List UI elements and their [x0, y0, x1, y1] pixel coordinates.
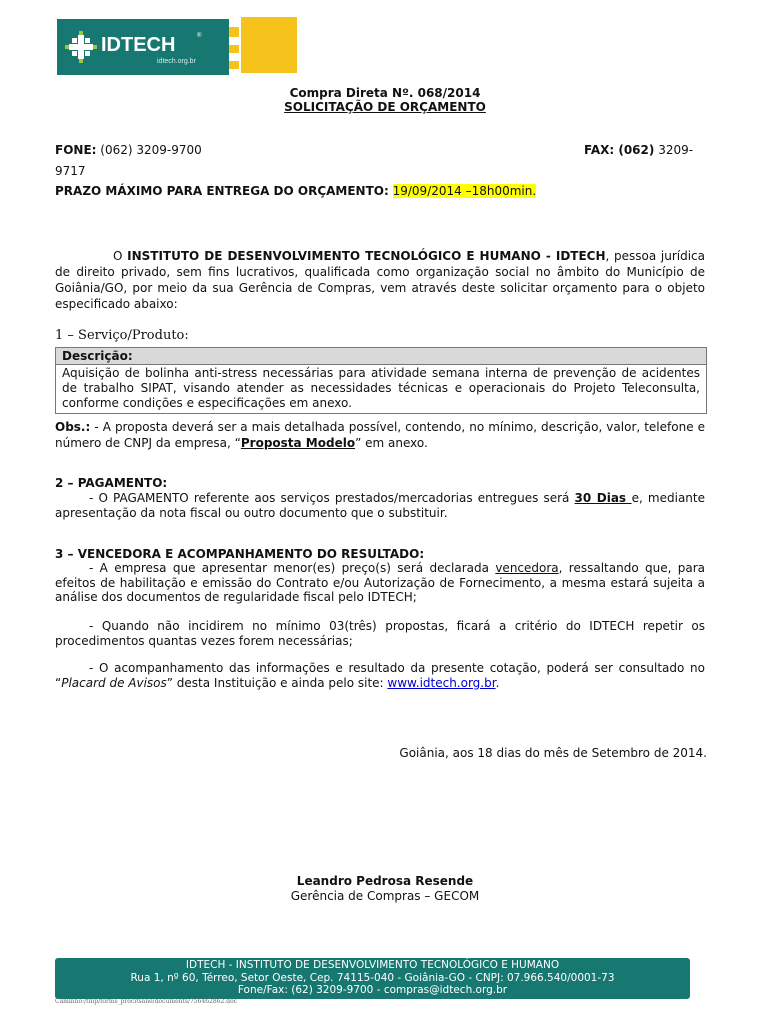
footer-line-1: IDTECH - INSTITUTO DE DESENVOLVIMENTO TECNOLÓGICO E HUMANO	[185, 959, 560, 971]
deadline-value: 19/09/2014 –18h00min.	[392, 184, 537, 198]
phone-value: (062) 3209-9700	[100, 143, 202, 157]
winner-paragraph-1	[55, 561, 705, 605]
fax-value: 3209-	[658, 143, 694, 157]
intro-pre: O	[113, 249, 128, 263]
footer-line-2: Rua 1, nº 60, Térreo, Setor Oeste, Cep. 74115-040 - Goiânia-GO - CNPJ: 07.966.540/0001-73	[130, 971, 615, 984]
description-label: Descrição:	[56, 348, 706, 365]
footer-line-3: Fone/Fax: (62) 3209-9700 - compras@idtech.org.br	[237, 984, 508, 996]
payment-text-b: e, mediante apresentação da nota fiscal ou outro documento que o substituir.	[55, 491, 705, 520]
obs-paragraph	[55, 419, 705, 451]
document-title: Compra Direta Nº. 068/2014	[289, 86, 481, 100]
payment-text	[55, 491, 705, 520]
fax-value-continued: 9717	[55, 164, 86, 178]
intro-paragraph	[55, 248, 705, 312]
winner-p1-a: - A empresa que apresentar menor(es) preço(s) será declarada	[89, 561, 496, 575]
svg-text:idtech.org.br: idtech.org.br	[157, 58, 196, 65]
item-heading: 1 – Serviço/Produto:	[55, 328, 189, 343]
obs-text: - A proposta deverá ser a mais detalhada possível, contendo, no mínimo, descrição, valor, telefone e número de CNPJ da empresa, “	[55, 420, 705, 450]
phone-label: FONE:	[55, 143, 97, 157]
idtech-logo	[57, 17, 297, 77]
svg-text:®: ®	[197, 33, 202, 39]
intro-text: , pessoa jurídica de direito privado, sem fins lucrativos, qualificada como organização social no âmbito do Município de Goiânia/GO, por meio da sua Gerência de Compras, vem através deste solicitar orçamento para o objeto especificado abaixo:	[55, 249, 705, 311]
placard-text: Placard de Avisos	[61, 675, 167, 690]
fax-label: FAX: (062)	[584, 143, 655, 157]
winner-p3-a: - O acompanhamento das informações e resultado da presente cotação, poderá ser consultado no “	[55, 661, 705, 690]
winner-paragraph-2: - Quando não incidirem no mínimo 03(três) propostas, ficará a critério do IDTECH repetir os procedimentos quantas vezes forem necessárias;	[55, 619, 705, 648]
phone-line	[55, 143, 202, 157]
winner-word: vencedora	[495, 561, 559, 575]
payment-days: 30 Dias	[574, 491, 632, 505]
description-text: Aquisição de bolinha anti-stress necessárias para atividade semana interna de prevenção de acidentes de trabalho SIPAT, visando atender as necessidades técnicas e operacionais do Projeto Teleconsulta, conforme condições e especificações em anexo.	[62, 366, 700, 410]
winner-paragraph-3	[55, 661, 705, 690]
winner-heading: 3 – VENCEDORA E ACOMPANHAMENTO DO RESULTADO:	[55, 547, 425, 561]
deadline-label: PRAZO MÁXIMO PARA ENTREGA DO ORÇAMENTO:	[55, 184, 389, 198]
obs-label: Obs.:	[55, 420, 91, 434]
winner-p3-c: .	[495, 675, 500, 690]
footer-banner	[55, 958, 690, 999]
proposal-model-link[interactable]: Proposta Modelo	[240, 436, 356, 450]
obs-text-end: ” em anexo.	[355, 436, 428, 450]
file-path: Caminho:/tmp/forms_procitsane/documents/756462862.doc	[55, 998, 238, 1005]
signature-role: Gerência de Compras – GECOM	[290, 889, 480, 903]
winner-p1-b: , ressaltando que, para efeitos de habilitação e emissão do Contrato e/ou Autorização de Fornecimento, a mesma estará sujeita a análise dos documentos de regularidade fiscal pelo IDTECH;	[55, 561, 705, 604]
date-line: Goiânia, aos 18 dias do mês de Setembro de 2014.	[399, 746, 707, 760]
svg-text:IDTECH: IDTECH	[101, 34, 176, 56]
payment-heading: 2 – PAGAMENTO:	[55, 476, 168, 490]
fax-line	[584, 143, 693, 157]
signature-name: Leandro Pedrosa Resende	[296, 874, 474, 888]
website-link[interactable]: www.idtech.org.br	[387, 675, 496, 690]
description-box	[55, 347, 707, 414]
winner-p3-b: ” desta Instituição e ainda pelo site:	[166, 675, 388, 690]
payment-text-a: - O PAGAMENTO referente aos serviços prestados/mercadorias entregues será	[89, 491, 575, 505]
deadline-line	[55, 184, 536, 198]
org-name: INSTITUTO DE DESENVOLVIMENTO TECNOLÓGICO E HUMANO - IDTECH	[127, 249, 606, 263]
document-subtitle: SOLICITAÇÃO DE ORÇAMENTO	[284, 100, 486, 114]
